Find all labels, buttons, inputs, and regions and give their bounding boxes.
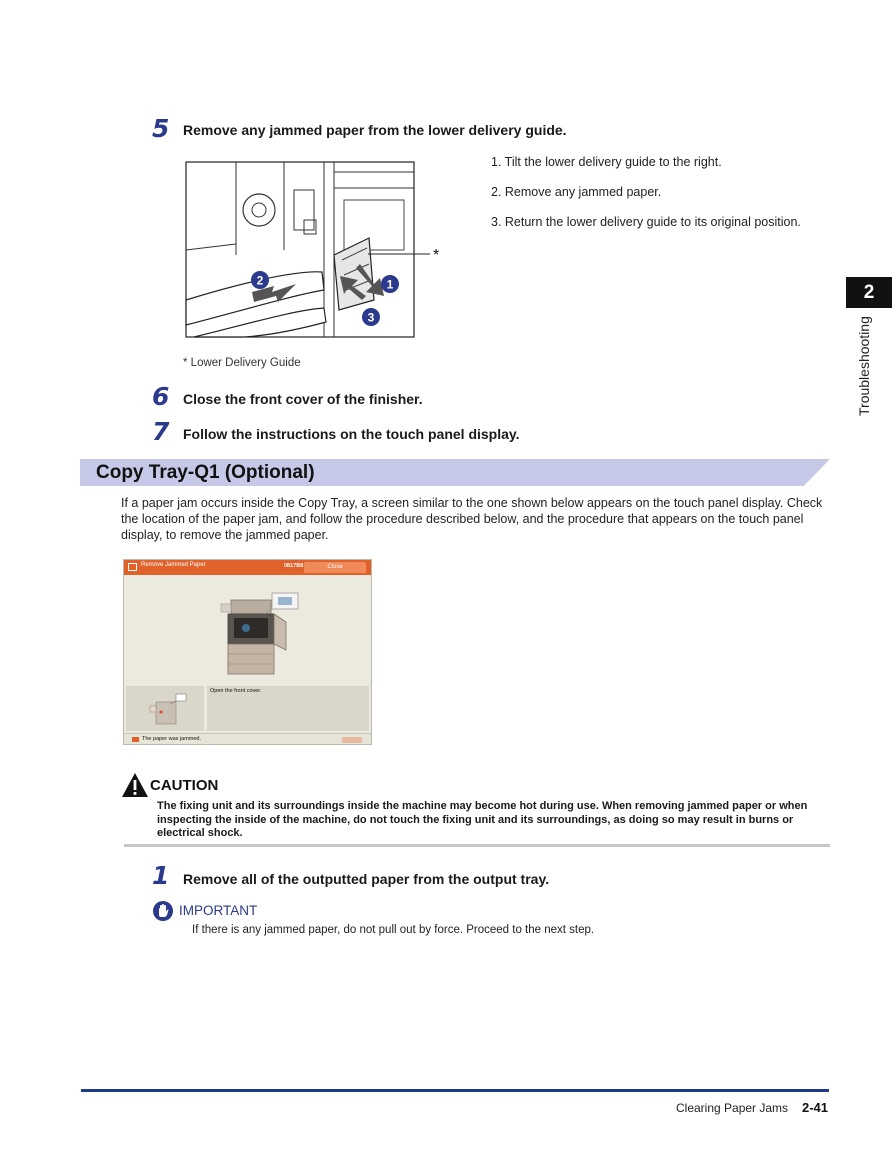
important-hand-icon <box>152 900 174 922</box>
caution-divider <box>124 844 830 847</box>
panel-mini-diagram <box>126 686 204 731</box>
warning-triangle-icon <box>121 772 149 798</box>
lower-delivery-guide-illustration <box>184 160 446 340</box>
asterisk-marker: * <box>433 247 440 264</box>
panel-title: Remove Jammed Paper <box>141 562 206 568</box>
caution-text: The fixing unit and its surroundings inside the machine may become hot during use. When removing jammed paper or when inspecting the inside of the machine, do not touch the fixing unit and its surroundings, as doing so may result in burns or electrical shock. <box>157 800 808 839</box>
substep-2: 2. Remove any jammed paper. <box>491 185 662 199</box>
substep-1: 1. Tilt the lower delivery guide to the right. <box>491 155 722 169</box>
step-1-text: Remove all of the outputted paper from the output tray. <box>183 871 550 887</box>
panel-close-button[interactable]: Close <box>304 562 366 573</box>
step-7-number: 7 <box>152 417 170 446</box>
mini-copier-icon <box>146 690 192 728</box>
callout-3: 3 <box>367 310 375 325</box>
important-text: If there is any jammed paper, do not pull out by force. Proceed to the next step. <box>192 924 595 936</box>
panel-jam-icon <box>128 563 137 571</box>
important-title: IMPORTANT <box>179 903 258 918</box>
callout-1: 1 <box>386 277 394 292</box>
step-5-text: Remove any jammed paper from the lower delivery guide. <box>183 122 567 138</box>
panel-message: Open the front cover. <box>210 688 262 694</box>
panel-status-text: The paper was jammed. <box>142 736 201 742</box>
chapter-tab: 2 <box>846 277 892 308</box>
step-6-text: Close the front cover of the finisher. <box>183 391 423 407</box>
page-number: 2-41 <box>802 1100 829 1115</box>
panel-title-bar <box>124 560 371 575</box>
panel-status-bar <box>124 733 371 745</box>
footer-divider <box>81 1089 829 1092</box>
panel-code: 0817B8 <box>284 563 304 569</box>
step-1-number: 1 <box>152 861 170 890</box>
caution-title: CAUTION <box>150 777 219 794</box>
copier-icon <box>216 590 306 682</box>
step-7-text: Follow the instructions on the touch panel display. <box>183 426 520 442</box>
step-6-number: 6 <box>152 382 170 411</box>
touch-panel-screenshot <box>123 559 372 745</box>
status-button[interactable] <box>342 737 362 743</box>
footer-section-label: Clearing Paper Jams <box>676 1101 789 1115</box>
section-title: Copy Tray-Q1 (Optional) <box>96 462 315 483</box>
step-5-number: 5 <box>152 114 170 143</box>
callout-2: 2 <box>256 273 264 288</box>
illustration-caption: * Lower Delivery Guide <box>183 357 301 369</box>
chapter-label: Troubleshooting <box>856 316 872 416</box>
section-intro: If a paper jam occurs inside the Copy Tray, a screen similar to the one shown below appears on the touch panel display. Check the location of the paper jam, and follow the procedure described below, and the procedure that appears on the touch panel display, to remove the jammed paper. <box>121 496 823 542</box>
substep-3: 3. Return the lower delivery guide to its original position. <box>491 215 801 229</box>
status-error-icon <box>132 737 139 742</box>
